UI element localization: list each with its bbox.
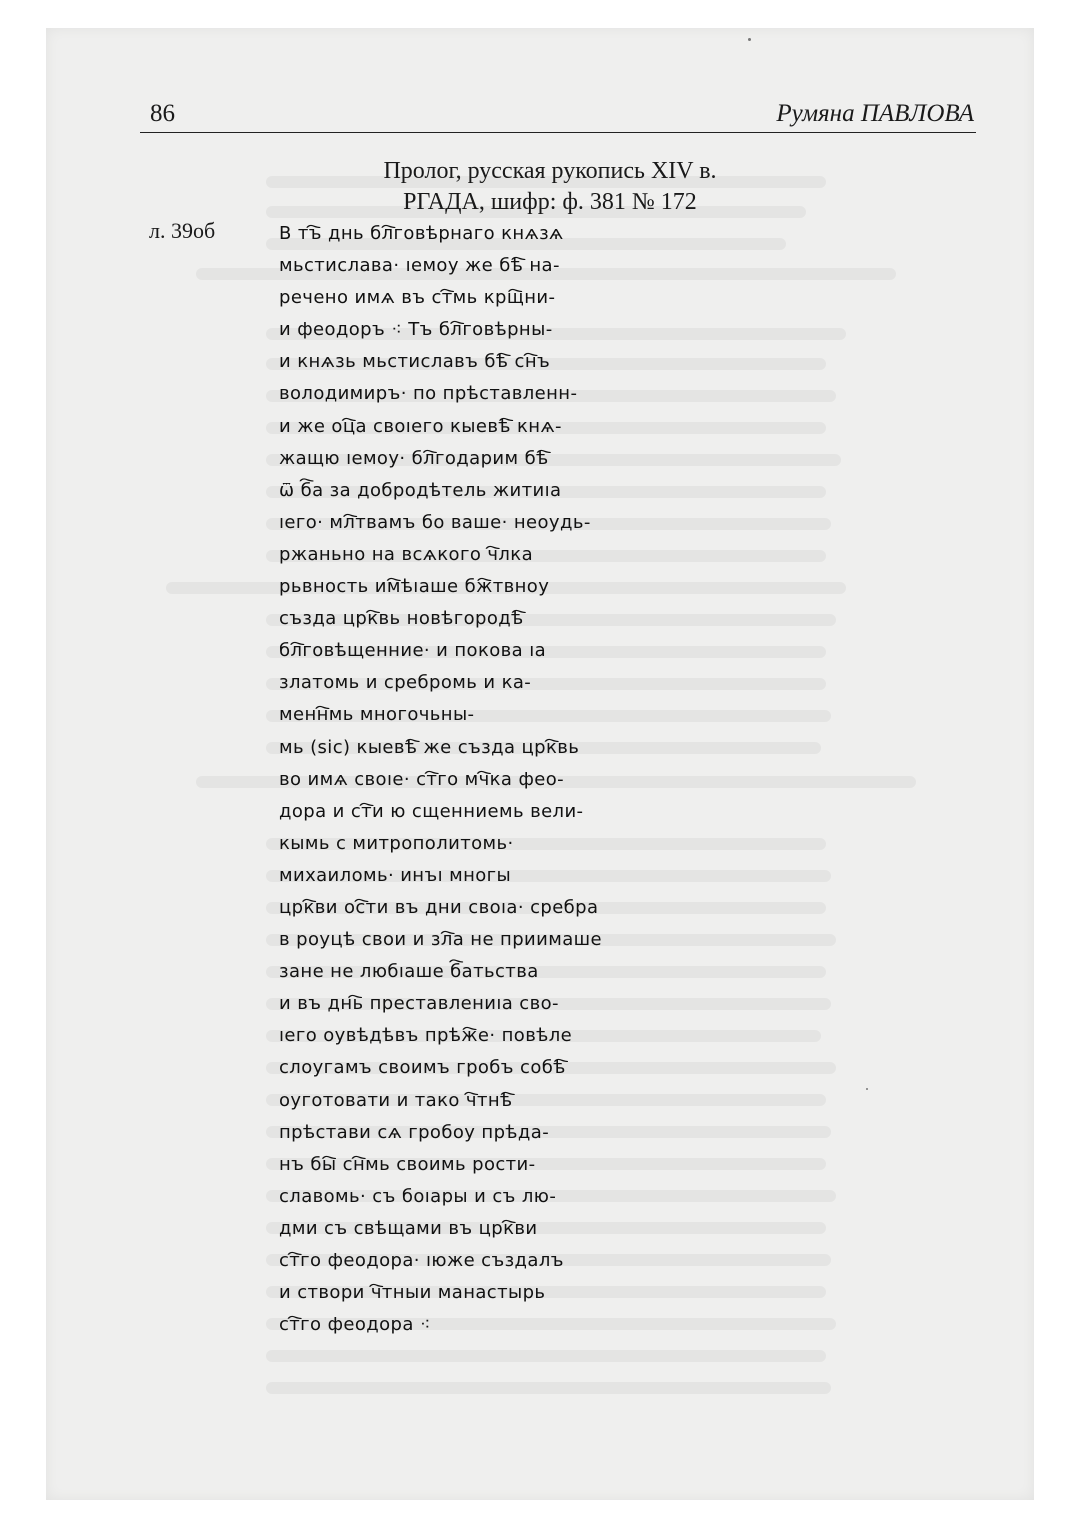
text-line: ржаньно на всѧкого ч҇лка	[279, 543, 533, 565]
text-line: създа црк҇вь новѣгородѣ҇	[279, 608, 524, 630]
text-line: бл҇говѣщенние· и покова ıа	[279, 640, 547, 662]
text-line: мьстислава· ıемоу же бѣ҇ на-	[279, 255, 560, 277]
text-line: нъ бы҇ сн҇мь своимь рости-	[279, 1153, 536, 1175]
text-line: В тъ҇ днь бл҇говѣрнаго кнѧзѧ	[279, 223, 564, 244]
text-line: оуготовати и тако ч҇тнѣ҇	[279, 1089, 513, 1111]
text-line: михаиломь· инъı многы	[279, 864, 512, 886]
folio-reference: л. 39об	[149, 218, 216, 243]
text-line: и кнѧзь мьстиславъ бѣ҇ сн҇ъ	[279, 351, 551, 373]
text-line: прѣстави сѧ гробоу прѣда-	[279, 1121, 550, 1143]
page-number: 86	[150, 100, 175, 127]
text-line: ст҇го феодора· ıюже създалъ	[279, 1250, 564, 1271]
running-author: Румяна ПАВЛОВА	[776, 100, 974, 127]
text-line: зане не любıаше б҇атьства	[279, 961, 539, 983]
paper-speck	[748, 38, 751, 41]
running-header	[140, 98, 976, 138]
text-line: златомь и сребромь и ка-	[279, 672, 532, 694]
text-line: менн҇мь многочьны-	[279, 704, 475, 726]
text-line: кымь с митрополитомь·	[279, 832, 514, 854]
text-line: ıего оувѣдѣвъ прѣж҇е· повѣле	[279, 1025, 573, 1047]
text-line: и же оц҇а своıего кыевѣ҇ кнѧ-	[279, 415, 562, 437]
text-line: и въ днь҇ преставлениıа сво-	[279, 993, 559, 1015]
text-line: мь (sic) кыевѣ҇ же създа црк҇вь	[279, 736, 580, 758]
text-line: ст҇го феодора ⁖	[279, 1314, 431, 1336]
text-line: речено имѧ въ ст҇мь крщ҇ни-	[279, 287, 556, 309]
text-line: рьвность им҇ѣıаше бж҇твноу	[279, 576, 550, 598]
text-line: и феодоръ ⁖ Тъ бл҇говѣрны-	[279, 319, 553, 341]
text-line: ıего· мл҇твамъ бо ваше· неоудь-	[279, 511, 591, 533]
text-line: дора и ст҇и ю сщенниемь вели-	[279, 800, 584, 822]
header-rule	[140, 132, 976, 133]
manuscript-title-line-2: РГАДА, шифр: ф. 381 № 172	[403, 189, 697, 215]
text-line: во имѧ своıе· ст҇го мч҇ка фео-	[279, 768, 565, 790]
text-line: в роуцѣ свои и зл҇а не приимаше	[279, 929, 602, 951]
manuscript-text	[279, 218, 639, 1341]
text-line: володимиръ· по прѣставленн-	[279, 383, 578, 405]
text-line: слоугамъ своимъ гробъ собѣ҇	[279, 1057, 566, 1079]
text-line: славомь· съ боıары и съ лю-	[279, 1185, 557, 1207]
text-line: дми съ свѣщами въ црк҇ви	[279, 1217, 538, 1239]
manuscript-title	[300, 156, 800, 218]
text-line: ѿ б҇а за добродѣтель житиıа	[279, 479, 562, 501]
manuscript-title-line-1: Пролог, русская рукопись XIV в.	[383, 158, 717, 184]
text-line: црк҇ви ос҇ти въ дни своıа· сребра	[279, 896, 599, 918]
paper-speck	[866, 1088, 868, 1090]
text-line: жащю ıемоу· бл҇годарим бѣ҇	[279, 447, 549, 469]
text-line: и створи ч҇тныи манастырь	[279, 1282, 546, 1304]
